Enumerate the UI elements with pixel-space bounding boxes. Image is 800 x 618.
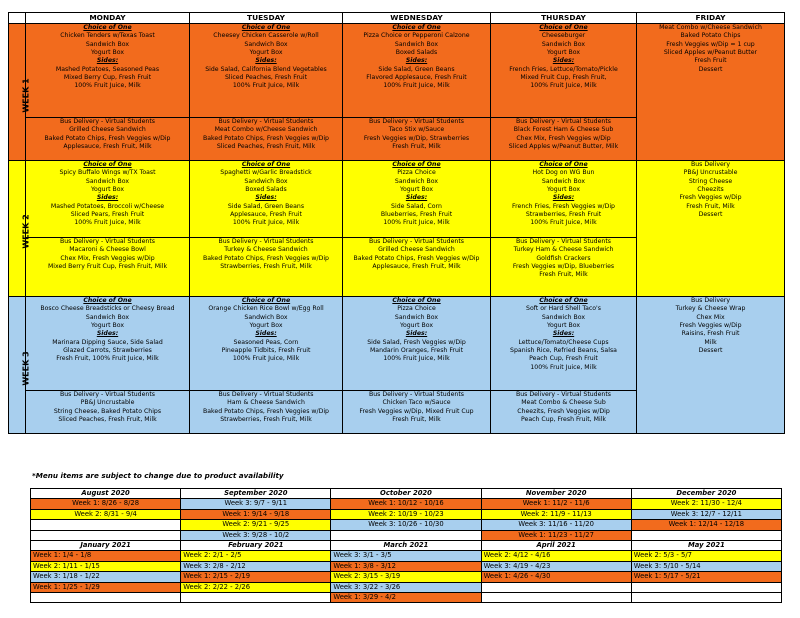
menu-item: PB&J Uncrustable	[80, 399, 135, 407]
menu-item: Yogurt Box	[399, 186, 434, 194]
menu-item: Strawberries, Fresh Fruit, Milk	[220, 263, 312, 271]
week-label-cell	[9, 297, 31, 434]
week-choice-row	[9, 161, 785, 238]
section-heading: Sides:	[96, 330, 119, 338]
menu-item: Yogurt Box	[546, 49, 581, 57]
menu-item: Bus Delivery - Virtual Students	[218, 391, 314, 398]
menu-item: Peach Cup, Fresh Fruit	[529, 355, 598, 363]
choice-menu-cell	[491, 161, 637, 238]
week-date-range	[631, 530, 781, 540]
menu-item: Yogurt Box	[90, 322, 125, 330]
week-choice-row	[9, 297, 785, 391]
week-date-range: Week 1: 3/29 - 4/2	[331, 593, 481, 603]
week-date-range: Week 3: 10/26 - 10/30	[331, 520, 481, 530]
menu-item: Spicy Buffalo Wings w/TX Toast	[59, 169, 156, 177]
menu-item: Fresh Fruit, Milk	[686, 202, 735, 210]
week-date-range: Week 1: 3/8 - 3/12	[331, 561, 481, 571]
day-header-row	[9, 13, 785, 24]
menu-table	[8, 12, 785, 434]
menu-item: Pizza Choice or Pepperoni Calzone	[363, 32, 470, 40]
week-label: WEEK 3	[21, 350, 31, 386]
menu-item: Bus Delivery - Virtual Students	[218, 118, 314, 125]
week-date-range: Week 3: 9/28 - 10/2	[181, 530, 331, 540]
week-date-range: Week 1: 8/26 - 8/28	[31, 499, 181, 509]
menu-item: Fresh Veggies w/Dip, Strawberries	[363, 134, 470, 142]
calendar-row	[31, 551, 782, 561]
menu-item: Yogurt Box	[546, 186, 581, 194]
menu-item: Yogurt Box	[249, 49, 283, 57]
menu-item: Fresh Fruit, Milk	[392, 143, 441, 151]
week-date-range: Week 3: 9/7 - 9/11	[181, 499, 331, 509]
bus-delivery-cell	[491, 391, 637, 434]
menu-item: 100% Fruit Juice, Milk	[530, 219, 597, 227]
week-date-range	[631, 582, 781, 592]
menu-item: Grilled Cheese Sandwich	[378, 246, 455, 254]
corner-cell	[9, 13, 26, 24]
availability-note: *Menu items are subject to change due to product availability	[32, 471, 284, 480]
menu-item: Cheezits, Fresh Veggies w/Dip	[517, 407, 610, 415]
bus-delivery-cell	[26, 238, 190, 297]
menu-item: Sandwich Box	[244, 313, 288, 321]
menu-item: Fresh Fruit, 100% Fruit Juice, Milk	[56, 355, 159, 363]
section-heading: Choice of One	[241, 297, 291, 304]
menu-item: Applesauce, Fresh Fruit	[230, 211, 302, 219]
menu-item: Yogurt Box	[399, 322, 434, 330]
calendar-row	[31, 520, 782, 530]
menu-item: 100% Fruit Juice, Milk	[530, 82, 597, 90]
menu-item: Boxed Salads	[245, 186, 287, 194]
bus-delivery-cell	[343, 118, 491, 161]
bus-delivery-cell	[190, 118, 343, 161]
week-date-range: Week 1: 1/4 - 1/8	[31, 551, 181, 561]
menu-item: Yogurt Box	[90, 49, 125, 57]
choice-menu-cell	[343, 161, 491, 238]
calendar-row	[31, 561, 782, 571]
section-heading: Bus Delivery	[690, 297, 731, 304]
menu-item: 100% Fruit Juice, Milk	[74, 219, 141, 227]
week-date-range: Week 1: 10/12 - 10/16	[331, 499, 481, 509]
week-date-range: Week 2: 9/21 - 9/25	[181, 520, 331, 530]
menu-item: Cheeseburger	[541, 32, 586, 40]
choice-menu-cell	[343, 297, 491, 391]
week-calendar-table	[30, 488, 782, 603]
week-date-range: Week 1: 1/25 - 1/29	[31, 582, 181, 592]
menu-item: French Fries, Lettuce/Tomato/Pickle	[509, 65, 618, 73]
bus-delivery-cell	[190, 238, 343, 297]
menu-item: Sandwich Box	[541, 40, 586, 48]
menu-item: 100% Fruit Juice, Milk	[74, 82, 141, 90]
week-date-range: Week 2: 11/9 - 11/13	[481, 509, 631, 519]
menu-item: Meat Combo & Cheese Sub	[521, 399, 606, 407]
choice-menu-cell	[190, 24, 343, 118]
menu-item: Sliced Peaches, Fresh Fruit, Milk	[58, 416, 157, 424]
choice-menu-cell	[190, 297, 343, 391]
menu-item: Bus Delivery - Virtual Students	[369, 391, 464, 398]
section-heading: Sides:	[552, 330, 575, 338]
menu-item: Turkey & Cheese Sandwich	[224, 246, 308, 254]
menu-item: Fresh Fruit, Milk	[392, 416, 441, 424]
choice-menu-cell	[491, 297, 637, 391]
menu-item: Strawberries, Fresh Fruit	[525, 211, 602, 219]
week-date-range: Week 3: 4/19 - 4/23	[481, 561, 631, 571]
choice-menu-cell	[26, 297, 190, 391]
section-heading: Sides:	[96, 194, 119, 202]
week-date-range: Week 3: 3/22 - 3/26	[331, 582, 481, 592]
menu-item: Spanish Rice, Refried Beans, Salsa	[510, 347, 617, 355]
week-date-range: Week 1: 4/26 - 4/30	[481, 572, 631, 582]
menu-item: Sliced Apples w/Peanut Butter	[663, 49, 758, 57]
menu-item: Black Forest Ham & Cheese Sub	[513, 126, 614, 134]
week-date-range: Week 1: 11/2 - 11/6	[481, 499, 631, 509]
bus-delivery-cell	[26, 391, 190, 434]
menu-item: Sandwich Box	[244, 177, 288, 185]
menu-item: Chex Mix, Fresh Veggies w/Dip	[60, 254, 155, 262]
menu-item: Mashed Potatoes, Seasoned Peas	[55, 65, 160, 73]
week-date-range	[631, 593, 781, 603]
menu-item: 100% Fruit Juice, Milk	[232, 82, 300, 90]
section-heading: Sides:	[255, 194, 277, 202]
menu-item: Mandarin Oranges, Fresh Fruit	[369, 347, 464, 355]
menu-item: Sliced Peaches, Fresh Fruit, Milk	[216, 143, 316, 151]
calendar-row	[31, 499, 782, 509]
menu-item: Fresh Veggies w/Dip, Mixed Fruit Cup	[359, 407, 474, 415]
day-header: WEDNESDAY	[343, 13, 491, 24]
menu-item: Bus Delivery - Virtual Students	[369, 238, 464, 245]
day-header: THURSDAY	[491, 13, 637, 24]
section-heading: Choice of One	[83, 24, 132, 31]
menu-item: Turkey Ham & Cheese Sandwich	[513, 246, 614, 254]
menu-item: Sandwich Box	[394, 313, 439, 321]
menu-item: Turkey & Cheese Wrap	[675, 305, 746, 313]
menu-item: Baked Potato Chips	[680, 32, 741, 40]
week-date-range: Week 3: 1/18 - 1/22	[31, 572, 181, 582]
menu-item: Yogurt Box	[546, 322, 581, 330]
menu-item: Sliced Pears, Fresh Fruit	[70, 211, 145, 219]
calendar-row	[31, 582, 782, 592]
menu-item: Goldfish Crackers	[536, 254, 591, 262]
month-header: May 2021	[631, 541, 781, 551]
menu-item: Fresh Veggies w/Dip	[679, 322, 742, 330]
calendar-row	[31, 572, 782, 582]
menu-item: Marinara Dipping Sauce, Side Salad	[52, 338, 163, 346]
menu-item: Baked Potato Chips, Fresh Veggies w/Dip	[44, 134, 171, 142]
menu-item: Mashed Potatoes, Broccoli w/Cheese	[50, 202, 165, 210]
menu-item: Cheezits	[697, 186, 724, 194]
menu-item: Chicken Taco w/Sauce	[382, 399, 451, 407]
week-date-range: Week 1: 5/17 - 5/21	[631, 572, 781, 582]
menu-item: 100% Fruit Juice, Milk	[232, 355, 300, 363]
menu-item: Side Salad, Green Beans	[378, 65, 455, 73]
month-header: August 2020	[31, 489, 181, 499]
menu-item: Baked Potato Chips, Fresh Veggies w/Dip	[203, 407, 329, 415]
section-heading: Choice of One	[83, 161, 132, 168]
menu-item: Side Salad, Corn	[391, 202, 442, 210]
menu-item: 100% Fruit Juice, Milk	[530, 363, 597, 371]
calendar-row	[31, 593, 782, 603]
section-heading: Sides:	[552, 57, 575, 65]
week-choice-row	[9, 24, 785, 118]
week-label: WEEK 2	[21, 214, 31, 249]
bus-delivery-cell	[190, 391, 343, 434]
menu-item: Ham & Cheese Sandwich	[227, 399, 305, 407]
week-date-range: Week 3: 11/16 - 11/20	[481, 520, 631, 530]
menu-item: Bus Delivery - Virtual Students	[369, 118, 464, 125]
bus-delivery-cell	[343, 391, 491, 434]
menu-item: Yogurt Box	[90, 186, 125, 194]
menu-item: Pizza Choice	[397, 305, 436, 313]
menu-item: Sandwich Box	[541, 313, 586, 321]
week-label-cell	[9, 161, 31, 297]
menu-item: Bus Delivery - Virtual Students	[516, 238, 611, 245]
menu-item: Bus Delivery - Virtual Students	[60, 238, 155, 245]
menu-item: Raisins, Fresh Fruit	[681, 330, 740, 338]
menu-item: Blueberries, Fresh Fruit	[380, 211, 453, 219]
week-date-range	[31, 593, 181, 603]
section-heading: Choice of One	[83, 297, 132, 304]
menu-item: Dessert	[698, 65, 723, 73]
menu-item: Fresh Fruit	[694, 57, 727, 65]
menu-item: 100% Fruit Juice, Milk	[383, 355, 450, 363]
menu-item: Fresh Veggies w/Dip, Blueberries	[512, 263, 615, 271]
week-date-range	[31, 530, 181, 540]
menu-item: Soft or Hard Shell Taco's	[526, 305, 601, 313]
friday-menu-cell	[637, 24, 785, 161]
menu-item: Mixed Berry Fruit Cup, Fresh Fruit, Milk	[47, 263, 168, 271]
month-header: January 2021	[31, 541, 181, 551]
menu-item: Sandwich Box	[85, 313, 130, 321]
week-label-cell	[9, 24, 31, 161]
menu-item: Meat Combo w/Cheese Sandwich	[659, 24, 762, 31]
week-date-range: Week 2: 11/30 - 12/4	[631, 499, 781, 509]
menu-item: Hot Dog on WG Bun	[532, 169, 595, 177]
bus-delivery-cell	[343, 238, 491, 297]
month-header: March 2021	[331, 541, 481, 551]
week-date-range: Week 2: 3/15 - 3/19	[331, 572, 481, 582]
day-header: MONDAY	[26, 13, 190, 24]
week-date-range: Week 2: 2/22 - 2/26	[181, 582, 331, 592]
week-date-range	[481, 582, 631, 592]
menu-item: Applesauce, Fresh Fruit, Milk	[372, 263, 461, 271]
menu-item: Bus Delivery - Virtual Students	[218, 238, 314, 245]
week-date-range: Week 1: 11/23 - 11/27	[481, 530, 631, 540]
section-heading: Choice of One	[241, 24, 291, 31]
week-date-range: Week 3: 5/10 - 5/14	[631, 561, 781, 571]
menu-item: Bus Delivery - Virtual Students	[516, 118, 611, 125]
menu-item: Lettuce/Tomato/Cheese Cups	[518, 338, 609, 346]
week-date-range: Week 3: 2/8 - 2/12	[181, 561, 331, 571]
week-date-range: Week 1: 12/14 - 12/18	[631, 520, 781, 530]
section-heading: Choice of One	[392, 24, 441, 31]
menu-item: Side Salad, California Blend Vegetables	[205, 65, 327, 73]
menu-item: Sandwich Box	[244, 40, 288, 48]
month-header: February 2021	[181, 541, 331, 551]
menu-item: Sandwich Box	[394, 177, 439, 185]
week-date-range: Week 3: 12/7 - 12/11	[631, 509, 781, 519]
menu-item: Grilled Cheese Sandwich	[69, 126, 146, 134]
menu-item: Glazed Carrots, Strawberries	[63, 347, 152, 355]
day-header: FRIDAY	[637, 13, 785, 24]
section-heading: Sides:	[255, 57, 277, 65]
calendar-month-row	[31, 541, 782, 551]
week-date-range: Week 2: 4/12 - 4/16	[481, 551, 631, 561]
menu-item: Bosco Cheese Breadsticks or Cheesy Bread	[40, 305, 175, 313]
menu-item: Boxed Salads	[395, 49, 438, 57]
bus-delivery-cell	[491, 118, 637, 161]
week-date-range: Week 1: 9/14 - 9/18	[181, 509, 331, 519]
week-date-range	[31, 520, 181, 530]
menu-item: Mixed Fruit Cup, Fresh Fruit,	[520, 74, 607, 82]
menu-item: Bus Delivery - Virtual Students	[516, 391, 611, 398]
menu-item: Applesauce, Fresh Fruit, Milk	[63, 143, 152, 151]
choice-menu-cell	[190, 161, 343, 238]
section-heading: Sides:	[405, 330, 428, 338]
choice-menu-cell	[491, 24, 637, 118]
menu-item: Baked Potato Chips, Fresh Veggies w/Dip	[203, 254, 329, 262]
menu-item: Fresh Veggies w/Dip	[679, 194, 742, 202]
week-label: WEEK 1	[21, 77, 31, 113]
month-header: April 2021	[481, 541, 631, 551]
menu-item: Cheesey Chicken Casserole w/Roll	[213, 32, 319, 40]
section-heading: Sides:	[405, 194, 428, 202]
section-heading: Sides:	[255, 330, 277, 338]
section-heading: Sides:	[552, 194, 575, 202]
month-header: November 2020	[481, 489, 631, 499]
menu-item: Mixed Berry Cup, Fresh Fruit	[63, 74, 152, 82]
menu-item: Sandwich Box	[85, 177, 130, 185]
menu-item: Fresh Fruit, Milk	[539, 271, 588, 279]
menu-item: Strawberries, Fresh Fruit, Milk	[220, 416, 312, 424]
menu-item: Chex Mix	[696, 313, 725, 321]
menu-item: French Fries, Fresh Veggies w/Dip	[512, 202, 615, 210]
month-header: December 2020	[631, 489, 781, 499]
section-heading: Bus Delivery	[690, 161, 731, 168]
week-date-range	[331, 530, 481, 540]
menu-item: Milk	[704, 338, 717, 346]
section-heading: Sides:	[405, 57, 428, 65]
month-header: September 2020	[181, 489, 331, 499]
week-date-range: Week 2: 1/11 - 1/15	[31, 561, 181, 571]
menu-item: Meat Combo w/Cheese Sandwich	[214, 126, 318, 134]
section-heading: Choice of One	[539, 24, 588, 31]
section-heading: Choice of One	[392, 161, 441, 168]
menu-item: Sliced Apples w/Peanut Butter, Milk	[508, 143, 619, 151]
friday-menu-cell	[637, 297, 785, 434]
choice-menu-cell	[343, 24, 491, 118]
menu-item: Side Salad, Green Beans	[227, 202, 305, 210]
menu-item: Fresh Veggies w/Dip = 1 cup	[666, 40, 755, 48]
menu-item: Sandwich Box	[541, 177, 586, 185]
bus-delivery-cell	[26, 118, 190, 161]
menu-item: Pineapple Tidbits, Fresh Fruit	[221, 347, 311, 355]
week-date-range: Week 1: 2/15 - 2/19	[181, 572, 331, 582]
week-date-range	[481, 593, 631, 603]
week-date-range	[181, 593, 331, 603]
week-date-range: Week 2: 8/31 - 9/4	[31, 509, 181, 519]
section-heading: Choice of One	[392, 297, 441, 304]
menu-item: String Cheese, Baked Potato Chips	[53, 407, 162, 415]
menu-item: Bus Delivery - Virtual Students	[60, 118, 155, 125]
calendar-row	[31, 530, 782, 540]
week-date-range: Week 2: 10/19 - 10/23	[331, 509, 481, 519]
menu-item: Chicken Tenders w/Texas Toast	[60, 32, 155, 40]
friday-menu-cell	[637, 161, 785, 297]
section-heading: Choice of One	[539, 161, 588, 168]
choice-menu-cell	[26, 24, 190, 118]
menu-item: Chex Mix, Fresh Veggies w/Dip	[516, 134, 611, 142]
menu-item: String Cheese	[688, 177, 733, 185]
menu-item: Flavored Applesauce, Fresh Fruit	[366, 74, 467, 82]
menu-item: Dessert	[698, 347, 723, 355]
calendar-month-row	[31, 489, 782, 499]
menu-item: Bus Delivery - Virtual Students	[60, 391, 155, 398]
section-heading: Sides:	[96, 57, 119, 65]
menu-item: Sandwich Box	[394, 40, 439, 48]
menu-item: Macaroni & Cheese Bowl	[69, 246, 146, 254]
week-date-range: Week 2: 2/1 - 2/5	[181, 551, 331, 561]
menu-item: Side Salad, Fresh Veggies w/Dip	[367, 338, 466, 346]
menu-item: Yogurt Box	[249, 322, 283, 330]
menu-item: Baked Potato Chips, Fresh Veggies w/Dip	[353, 254, 480, 262]
section-heading: Choice of One	[241, 161, 291, 168]
menu-item: Sandwich Box	[85, 40, 130, 48]
menu-item: PB&J Uncrustable	[683, 169, 738, 177]
week-date-range: Week 3: 3/1 - 3/5	[331, 551, 481, 561]
menu-item: Peach Cup, Fresh Fruit, Milk	[521, 416, 606, 424]
day-header: TUESDAY	[190, 13, 343, 24]
month-header: October 2020	[331, 489, 481, 499]
menu-item: Pizza Choice	[397, 169, 436, 177]
menu-item: 100% Fruit Juice, Milk	[383, 82, 450, 90]
menu-item: Spaghetti w/Garlic Breadstick	[220, 169, 312, 177]
menu-item: Baked Potato Chips, Fresh Veggies w/Dip	[203, 134, 329, 142]
section-heading: Choice of One	[539, 297, 588, 304]
week-date-range: Week 2: 5/3 - 5/7	[631, 551, 781, 561]
bus-delivery-cell	[491, 238, 637, 297]
menu-item: Sliced Peaches, Fresh Fruit	[224, 74, 308, 82]
menu-item: Orange Chicken Rice Bowl w/Egg Roll	[208, 305, 324, 313]
menu-item: Seasoned Peas, Corn	[233, 338, 299, 346]
menu-item: Taco Stix w/Sauce	[388, 126, 445, 134]
choice-menu-cell	[26, 161, 190, 238]
menu-item: 100% Fruit Juice, Milk	[383, 219, 450, 227]
menu-item: 100% Fruit Juice, Milk	[232, 219, 300, 227]
menu-item: Dessert	[698, 211, 723, 219]
calendar-row	[31, 509, 782, 519]
